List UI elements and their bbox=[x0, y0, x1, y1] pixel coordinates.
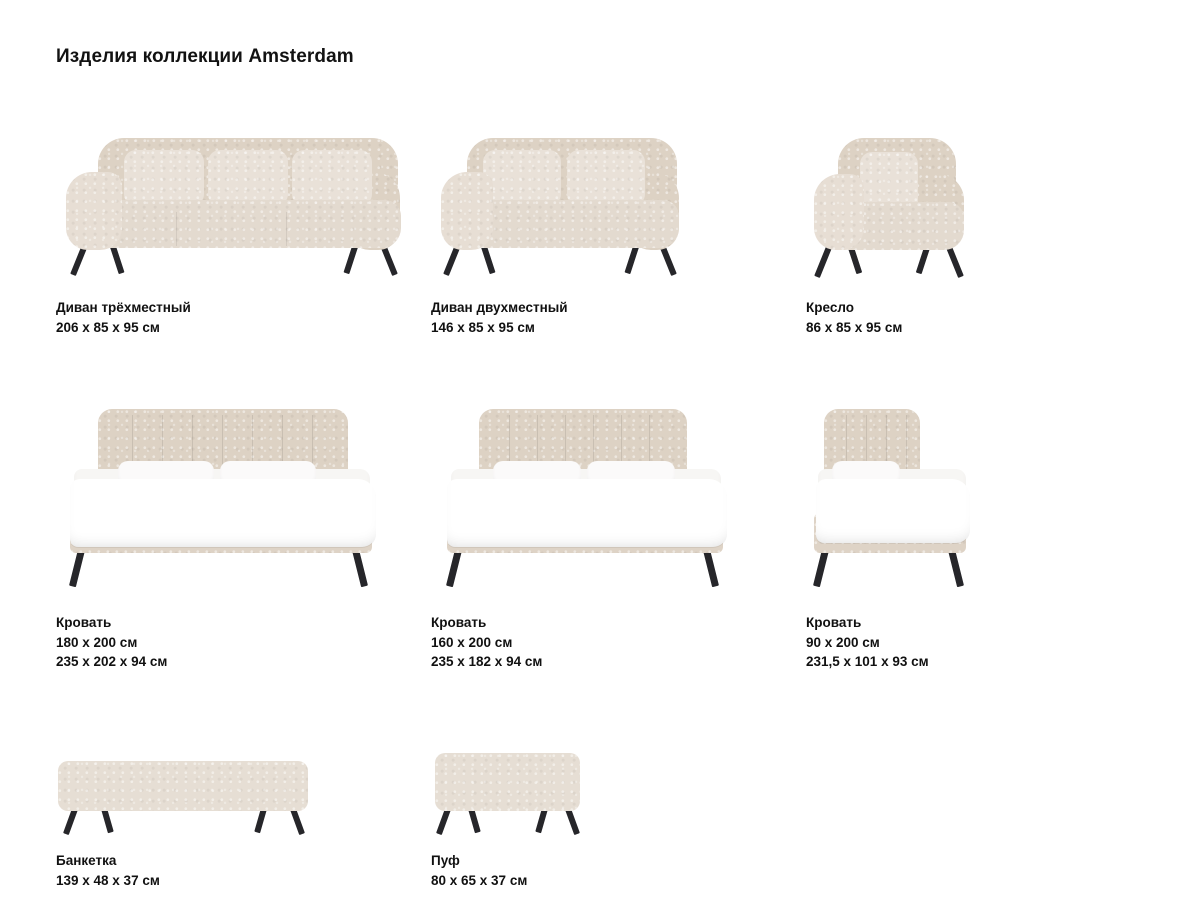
product-image-armchair bbox=[806, 120, 1156, 290]
product-name: Банкетка bbox=[56, 853, 117, 868]
product-caption bbox=[431, 851, 781, 890]
product-image-bench bbox=[56, 743, 406, 843]
product-name: Диван двухместный bbox=[431, 300, 568, 315]
product-card-bed-180[interactable] bbox=[56, 405, 406, 670]
product-name: Кровать bbox=[806, 615, 862, 630]
product-caption bbox=[56, 298, 406, 337]
product-caption bbox=[56, 851, 406, 890]
product-card-sofa-two-seat[interactable] bbox=[431, 120, 781, 335]
product-row bbox=[56, 743, 1146, 888]
page-title: Изделия коллекции Amsterdam bbox=[56, 46, 354, 67]
product-dimensions: 206 x 85 x 95 см bbox=[56, 319, 160, 335]
product-image-bed-160 bbox=[431, 405, 781, 605]
product-dimensions: 231,5 x 101 x 93 см bbox=[806, 654, 929, 670]
product-row bbox=[56, 405, 1146, 670]
product-dimensions: 80 x 65 x 37 см bbox=[431, 872, 528, 888]
product-caption bbox=[806, 613, 1156, 672]
product-dimensions: 235 x 202 x 94 см bbox=[56, 654, 168, 670]
product-dimensions: 146 x 85 x 95 см bbox=[431, 319, 535, 335]
product-mattress-size: 90 x 200 см bbox=[806, 634, 880, 650]
product-card-sofa-three-seat[interactable] bbox=[56, 120, 406, 335]
product-card-bed-160[interactable] bbox=[431, 405, 781, 670]
product-row bbox=[56, 120, 1146, 335]
product-caption bbox=[431, 613, 781, 672]
product-image-sofa-three-seat bbox=[56, 120, 406, 290]
product-card-bed-90[interactable] bbox=[806, 405, 1156, 670]
product-dimensions: 86 x 85 x 95 см bbox=[806, 319, 903, 335]
product-image-bed-90 bbox=[806, 405, 1156, 605]
product-dimensions: 235 x 182 x 94 см bbox=[431, 654, 543, 670]
product-card-bench[interactable] bbox=[56, 743, 406, 888]
product-caption bbox=[431, 298, 781, 337]
product-caption bbox=[806, 298, 1156, 337]
product-name: Кровать bbox=[56, 615, 112, 630]
product-mattress-size: 180 x 200 см bbox=[56, 634, 138, 650]
product-card-pouf[interactable] bbox=[431, 743, 781, 888]
product-card-empty bbox=[806, 743, 1146, 883]
product-mattress-size: 160 x 200 см bbox=[431, 634, 513, 650]
product-image-bed-180 bbox=[56, 405, 406, 605]
product-name: Пуф bbox=[431, 853, 460, 868]
product-caption bbox=[56, 613, 406, 672]
product-grid bbox=[56, 120, 1146, 888]
product-name: Диван трёхместный bbox=[56, 300, 191, 315]
product-name: Кровать bbox=[431, 615, 487, 630]
product-image-sofa-two-seat bbox=[431, 120, 781, 290]
product-image-pouf bbox=[431, 743, 781, 843]
product-dimensions: 139 x 48 x 37 см bbox=[56, 872, 160, 888]
product-name: Кресло bbox=[806, 300, 854, 315]
product-card-armchair[interactable] bbox=[806, 120, 1156, 335]
